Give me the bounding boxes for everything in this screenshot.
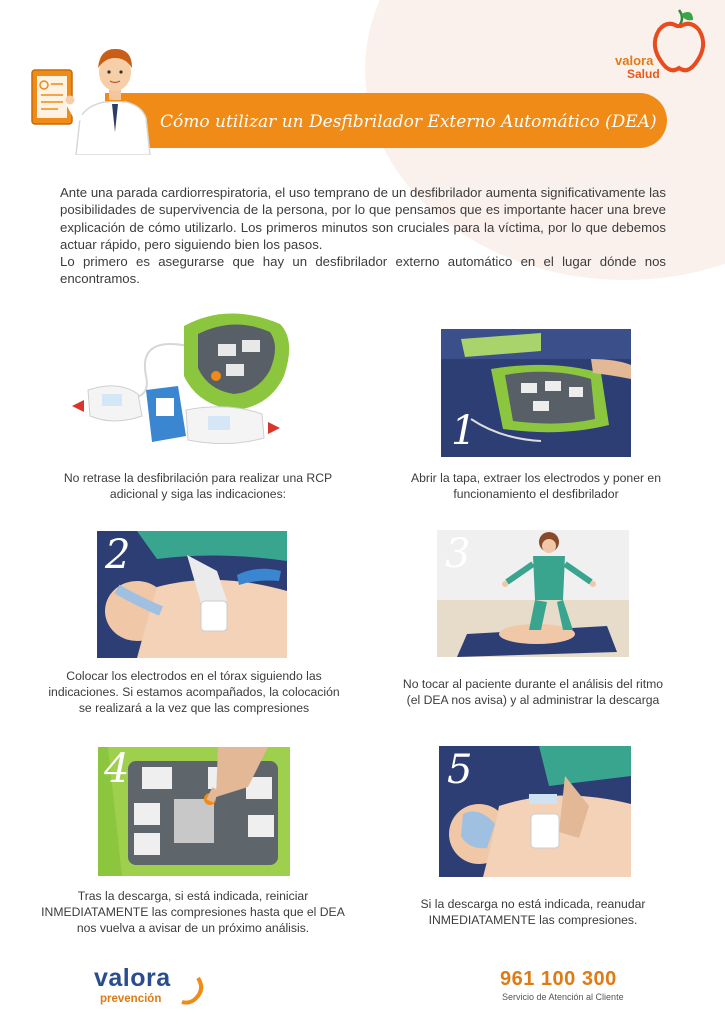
step-3-number: 3 bbox=[445, 531, 471, 577]
phone-label: Servicio de Atención al Cliente bbox=[502, 992, 624, 1002]
step-5-number: 5 bbox=[447, 747, 473, 793]
aed-device-photo bbox=[58, 306, 300, 454]
step-4-number: 4 bbox=[104, 747, 130, 792]
step-4-caption bbox=[38, 888, 348, 936]
step-1-number: 1 bbox=[451, 408, 477, 454]
brand-salud: Salud bbox=[627, 67, 660, 81]
brand-valora: valora bbox=[615, 53, 654, 68]
step-3-photo bbox=[437, 530, 629, 657]
step-4-caption-line-3: nos vuelva a avisar de un próximo análisis. bbox=[76, 921, 310, 935]
step-4-caption-line-2: INMEDIATAMENTE las compresiones hasta que el DEA bbox=[41, 905, 345, 919]
step-2-caption-line-1: Colocar los electrodos en el tórax siguiendo las bbox=[66, 669, 322, 683]
brand-valora-footer: valora bbox=[94, 964, 171, 992]
step-2-photo bbox=[97, 531, 287, 658]
swoosh-icon bbox=[180, 976, 210, 1006]
step-2-caption-line-2: indicaciones. Si estamos acompañados, la colocación bbox=[48, 685, 340, 699]
intro-text bbox=[60, 184, 666, 288]
step-3-caption-line-1: No tocar al paciente durante el análisis del ritmo bbox=[402, 677, 664, 691]
step-0-caption-line-2: adicional y siga las indicaciones: bbox=[109, 487, 287, 501]
step-5-photo bbox=[439, 746, 631, 877]
step-0-caption bbox=[58, 470, 338, 502]
brand-prevencion: prevención bbox=[100, 993, 162, 1005]
step-5-caption bbox=[388, 896, 678, 928]
step-2-caption-line-3: se realizará a la vez que las compresiones bbox=[78, 701, 310, 715]
step-4-caption-line-1: Tras la descarga, si está indicada, reiniciar bbox=[77, 889, 309, 903]
step-2-caption bbox=[44, 668, 344, 716]
valora-salud-logo bbox=[607, 8, 713, 88]
step-2-number: 2 bbox=[105, 532, 131, 578]
valora-prevencion-logo bbox=[94, 966, 214, 1008]
step-4-photo bbox=[98, 747, 290, 876]
step-5-caption-line-1: Si la descarga no está indicada, reanudar bbox=[420, 897, 646, 911]
apple-icon bbox=[607, 8, 713, 88]
step-0-caption-line-1: No retrase la desfibrilación para realizar una RCP bbox=[63, 471, 333, 485]
doctor-illustration bbox=[28, 40, 158, 155]
page-title: Cómo utilizar un Desfibrilador Externo Automático (DEA) bbox=[160, 112, 657, 132]
intro-paragraph-1: Ante una parada cardiorrespiratoria, el uso temprano de un desfibrilador aumenta significativamente las posibilidades de supervivencia de la persona, por lo que pensamos que es importante hacer una breve explicación de cómo utilizarlo. Los primeros minutos son cruciales para la víctima, por lo que debemos actuar rápido, pero siguiendo bien los pasos. bbox=[60, 185, 666, 252]
step-3-caption bbox=[388, 676, 678, 708]
step-3-caption-line-2: (el DEA nos avisa) y al administrar la descarga bbox=[406, 693, 660, 707]
step-5-caption-line-2: INMEDIATAMENTE las compresiones. bbox=[428, 913, 638, 927]
step-1-caption-line-2: funcionamiento el desfibrilador bbox=[453, 487, 619, 501]
phone-number: 961 100 300 bbox=[500, 968, 617, 990]
step-1-caption bbox=[396, 470, 676, 502]
step-1-caption-line-1: Abrir la tapa, extraer los electrodos y poner en bbox=[411, 471, 661, 485]
intro-paragraph-2: Lo primero es asegurarse que hay un desfibrilador externo automático en el lugar dónde nos encontramos. bbox=[60, 254, 666, 287]
step-1-photo bbox=[441, 329, 631, 457]
